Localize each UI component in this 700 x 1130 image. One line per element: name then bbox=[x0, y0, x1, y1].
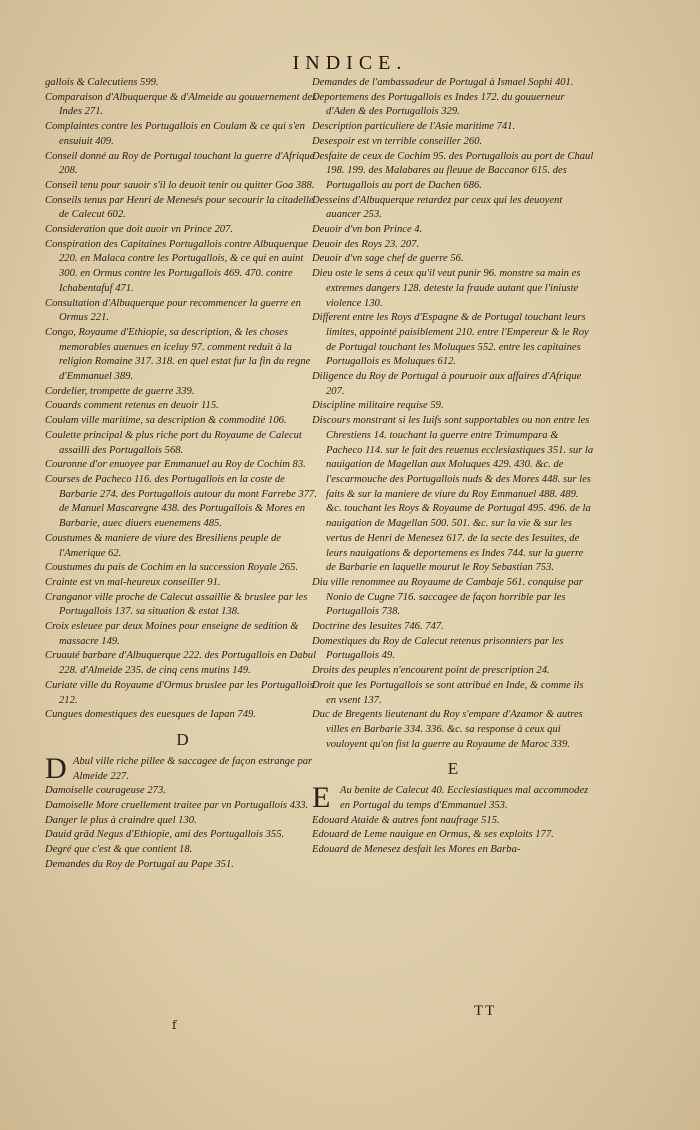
index-entry: Demandes de l'ambassadeur de Portugal à Ismael Sophi 401. bbox=[312, 77, 574, 88]
index-entry: Coulette principal & plus riche port du Royaume de Calecut assailli des Portugallois 568. bbox=[45, 429, 302, 456]
index-entry: Edouard de Menesez desfait les Mores en Barba- bbox=[312, 844, 521, 856]
left-entries-before bbox=[45, 76, 320, 723]
index-entry: Coustumes & maniere de viure des Bresiliens peuple de l'Amerique 62. bbox=[45, 532, 281, 559]
index-entry: Edouard Ataide & autres font naufrage 515. bbox=[312, 814, 500, 826]
index-entry: Conspiration des Capitaines Portugallois contre Albuquerque 220. en Malaca contre les Portugallois, & ce qui en auint 300. en Ormus contre les Portugallois 469. 470. contre Ichabentafuf 471. bbox=[45, 238, 308, 294]
index-entry: Desseins d'Albuquerque retardez par ceux qui les deuoyent auancer 253. bbox=[312, 194, 563, 221]
index-entry: Couards comment retenus en deuoir 115. bbox=[45, 400, 219, 412]
right-column bbox=[312, 76, 594, 858]
index-entry: Dauid grãd Negus d'Ethiopie, ami des Portugallois 355. bbox=[45, 829, 285, 841]
drop-cap-e: E bbox=[312, 781, 331, 815]
index-entry: Conseil tenu pour sauoir s'il lo deuoit tenir ou quitter Goa 388. bbox=[45, 179, 315, 191]
index-entry: Congo, Royaume d'Ethiopie, sa description, & les choses memorables auenues en iceluy 97. comment reduit à la religion Romaine 317. 318. en quel estat fur la fin du regne d'Emmanuel 389. bbox=[45, 326, 311, 383]
index-entry: Damoiselle courageuse 273. bbox=[45, 785, 166, 797]
index-entry: Conseil donné au Roy de Portugal touchant la guerre d'Afrique 208. bbox=[45, 150, 315, 177]
index-entry: Discipline militaire requise 59. bbox=[312, 400, 444, 412]
right-entries-after bbox=[312, 814, 594, 858]
index-entry: Curiate ville du Royaume d'Ormus bruslee par les Portugallois 212. bbox=[45, 679, 314, 706]
index-entry: Complaintes contre les Portugallois en Coulam & ce qui s'en ensuiuit 409. bbox=[45, 121, 305, 147]
index-entry: Doctrine des Iesuites 746. 747. bbox=[312, 621, 444, 633]
index-entry: Cordelier, trompette de guerre 339. bbox=[45, 385, 195, 397]
index-entry: Deuoir des Roys 23. 207. bbox=[312, 238, 420, 250]
index-entry: Diligence du Roy de Portugal à pouruoir aux affaires d'Afrique 207. bbox=[312, 371, 582, 397]
index-entry: Deuoir d'vn sage chef de guerre 56. bbox=[312, 253, 464, 265]
index-entry: Comparaison d'Albuquerque & d'Almeide au gouuernement des Indes 271. bbox=[45, 91, 317, 118]
first-entry-text: Abul ville riche pillee & saccagee de façon estrange par Almeide 227. bbox=[73, 755, 313, 782]
index-entry: Cruauté barbare d'Albuquerque 222. des Portugallois en Dabul 228. d'Almeide 235. de cinq cens mutins 149. bbox=[45, 650, 317, 677]
section-letter-d: D bbox=[176, 729, 189, 749]
first-entry-d bbox=[45, 751, 320, 785]
index-entry: Duc de Bregents lieutenant du Roy s'empare d'Azamor & autres villes en Barbarie 334. 336. &c. sa response à ceux qui vouloyent qu'on fist la guerre au Royaume de Maroc 339. bbox=[312, 709, 583, 750]
index-entry: Danger le plus à craindre quel 130. bbox=[45, 814, 197, 826]
first-entry-e bbox=[312, 781, 594, 815]
index-entry: Consultation d'Albuquerque pour recommencer la guerre en Ormus 221. bbox=[45, 297, 301, 324]
index-entry: Conseils tenus par Henri de Menesés pour secourir la citadelle de Calecut 602. bbox=[45, 194, 314, 221]
index-entry: Description particuliere de l'Asie maritime 741. bbox=[312, 121, 516, 133]
index-entry: Crainte est vn mal-heureux conseiller 91. bbox=[45, 576, 221, 588]
index-entry: Desespoir est vn terrible conseiller 260. bbox=[312, 135, 483, 147]
index-entry: Deportemens des Portugallois es Indes 172. du gouuerneur d'Aden & des Portugallois 329. bbox=[312, 91, 565, 118]
printer-mark: f bbox=[172, 1018, 177, 1032]
index-entry: Droit que les Portugallois se sont attribué en Inde, & comme ils en vsent 137. bbox=[312, 679, 584, 706]
index-entry: Couronne d'or enuoyee par Emmanuel au Roy de Cochim 83. bbox=[45, 459, 306, 471]
section-letter-e: E bbox=[447, 759, 459, 779]
right-entries-before bbox=[312, 76, 594, 752]
index-entry: Consideration que doit auoir vn Prince 207. bbox=[45, 224, 234, 236]
left-column bbox=[45, 76, 320, 873]
index-entry: Croix esleuee par deux Moines pour enseigne de sedition & massacre 149. bbox=[45, 621, 299, 647]
first-entry-text: Au benite de Calecut 40. Ecclesiastiques mal accommodez en Portugal du temps d'Emmanuel 353. bbox=[340, 785, 589, 812]
index-entry: Dieu oste le sens à ceux qu'il veut punir 96. monstre sa main es extremes dangers 128. deteste la fraude autant que l'iniuste violence 130. bbox=[312, 268, 581, 309]
index-entry: Edouard de Leme nauigue en Ormus, & ses exploits 177. bbox=[312, 829, 554, 841]
catchword: TT bbox=[474, 1003, 497, 1019]
index-entry: Diu ville renommee au Royaume de Cambaje 561. conquise par Nonio de Cugne 716. saccagee de façon horrible par les Portugallois 738. bbox=[312, 576, 583, 618]
index-entry: Courses de Pacheco 116. des Portugallois en la coste de Barbarie 274. des Portugallois autour du mont Farrebe 377. de Manuel Mascaregne 438. des Portugallois & Mores en Barbarie, auec diuers euenemens 485. bbox=[45, 473, 317, 530]
index-entry: Desfaite de ceux de Cochim 95. des Portugallois au port de Chaul 198. 199. des Malabares au fleuue de Baccanor 615. des Portugallois au port de Dachen 686. bbox=[312, 150, 594, 191]
index-entry: Deuoir d'vn bon Prince 4. bbox=[312, 224, 423, 236]
index-entry: Domestiques du Roy de Calecut retenus prisonniers par les Portugallois 49. bbox=[312, 635, 564, 662]
index-entry: Cranganor ville proche de Calecut assaillie & bruslee par les Portugallois 137. sa situation & estat 138. bbox=[45, 591, 308, 618]
index-entry: Droits des peuples n'encourent point de prescription 24. bbox=[312, 665, 550, 677]
index-entry: Coustumes du pais de Cochim en la succession Royale 265. bbox=[45, 562, 299, 574]
index-entry: Different entre les Roys d'Espagne & de Portugal touchant leurs limites, appointé paisiblement 210. entre l'Empereur & le Roy de Portugal touchant les Moluques 552. entre les capitaines Portugallois es Moluques 612. bbox=[312, 312, 589, 368]
index-entry: Damoiselle More cruellement traitee par vn Portugallois 433. bbox=[45, 800, 309, 812]
left-entries-after bbox=[45, 784, 320, 872]
index-entry: gallois & Calecutiens 599. bbox=[45, 77, 159, 88]
index-entry: Discours monstrant si les Iuifs sont supportables ou non entre les Chrestiens 14. touchant la guerre entre Trimumpara & Pacheco 114. sur le fait des reuenus ecclesiastiques 351. sur la nauigation de Magellan aux Moluques 429. 430. &c. de l'escarmouche des Portugallois nuds & des Mores 448. sur les faits & sur la maniere de viure du Roy Emmanuel 488. 489. &c. touchant les Roys & Royaume de Portugal 495. 496. de la nauigation de Magellan 500. 501. &c. sur la vie & sur les vertus de Henri de Menesez 617. de la secte des Iesuites, de leurs nauigations & deportemens es Indes 744. sur la guerre de Barbarie en laquelle mourut le Roy Sebastian 753. bbox=[312, 415, 594, 574]
page-title: INDICE. bbox=[292, 52, 408, 74]
index-entry: Degré que c'est & que contient 18. bbox=[45, 844, 193, 856]
drop-cap-d: D bbox=[45, 751, 67, 785]
index-entry: Cungues domestiques des euesques de Iapan 749. bbox=[45, 709, 256, 721]
index-entry: Coulam ville maritime, sa description & commodité 106. bbox=[45, 415, 287, 427]
index-entry: Demandes du Roy de Portugal au Pape 351. bbox=[45, 858, 234, 870]
